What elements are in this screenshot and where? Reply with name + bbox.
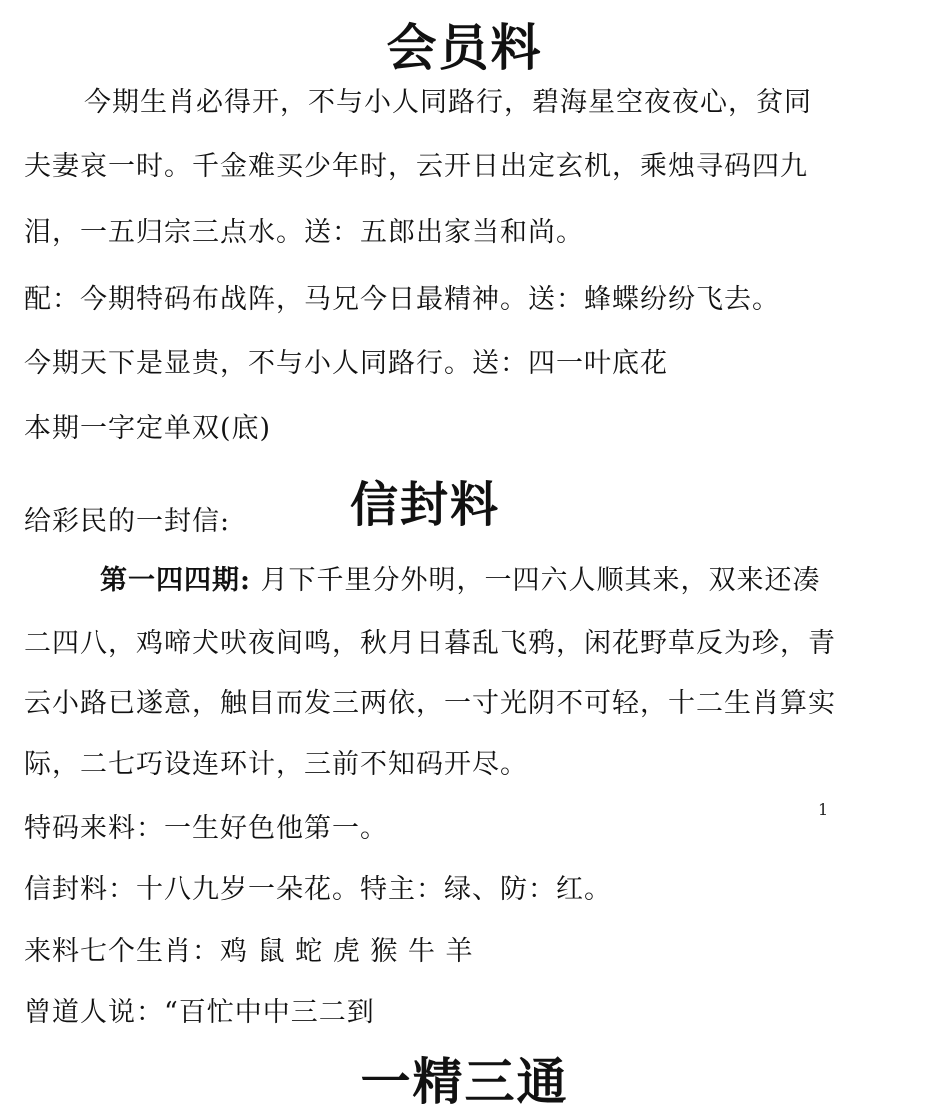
text-line: 二四八，鸡啼犬吠夜间鸣，秋月日暮乱飞鸦，闲花野草反为珍，青: [24, 628, 836, 659]
period-label: 第一四四期:: [100, 565, 251, 596]
text-line: 际，二七巧设连环计，三前不知码开尽。: [24, 749, 528, 780]
text-line: 泪，一五归宗三点水。送：五郎出家当和尚。: [24, 217, 584, 248]
text-line: 今期天下是显贵，不与小人同路行。送：四一叶底花: [24, 348, 668, 379]
letter-intro: 给彩民的一封信:: [24, 506, 231, 537]
section-title-members: 会员料: [386, 18, 543, 77]
stray-mark: 1: [818, 800, 829, 819]
text-line: 夫妻哀一时。千金难买少年时，云开日出定玄机，乘烛寻码四九: [24, 151, 808, 182]
text-line: [100, 564, 821, 598]
text-line: 特码来料：一生好色他第一。: [24, 813, 388, 844]
text-line: 来料七个生肖：鸡 鼠 蛇 虎 猴 牛 羊: [24, 936, 474, 967]
text-line: 本期一字定单双(底): [24, 413, 272, 444]
period-text: 月下千里分外明，一四六人顺其来，双来还凑: [260, 565, 821, 596]
text-line: 今期生肖必得开，不与小人同路行，碧海星空夜夜心，贫同: [84, 87, 812, 118]
text-line: 配：今期特码布战阵，马兄今日最精神。送：蜂蝶纷纷飞去。: [24, 284, 780, 315]
section-title-envelope: 信封料: [350, 477, 501, 533]
text-line: 信封料：十八九岁一朵花。特主：绿、防：红。: [24, 874, 612, 905]
section-title-one-master: 一精三通: [360, 1052, 569, 1111]
text-line: 云小路已遂意，触目而发三两依，一寸光阴不可轻，十二生肖算实: [24, 688, 836, 719]
text-line: 曾道人说：“百忙中中三二到: [24, 997, 375, 1028]
